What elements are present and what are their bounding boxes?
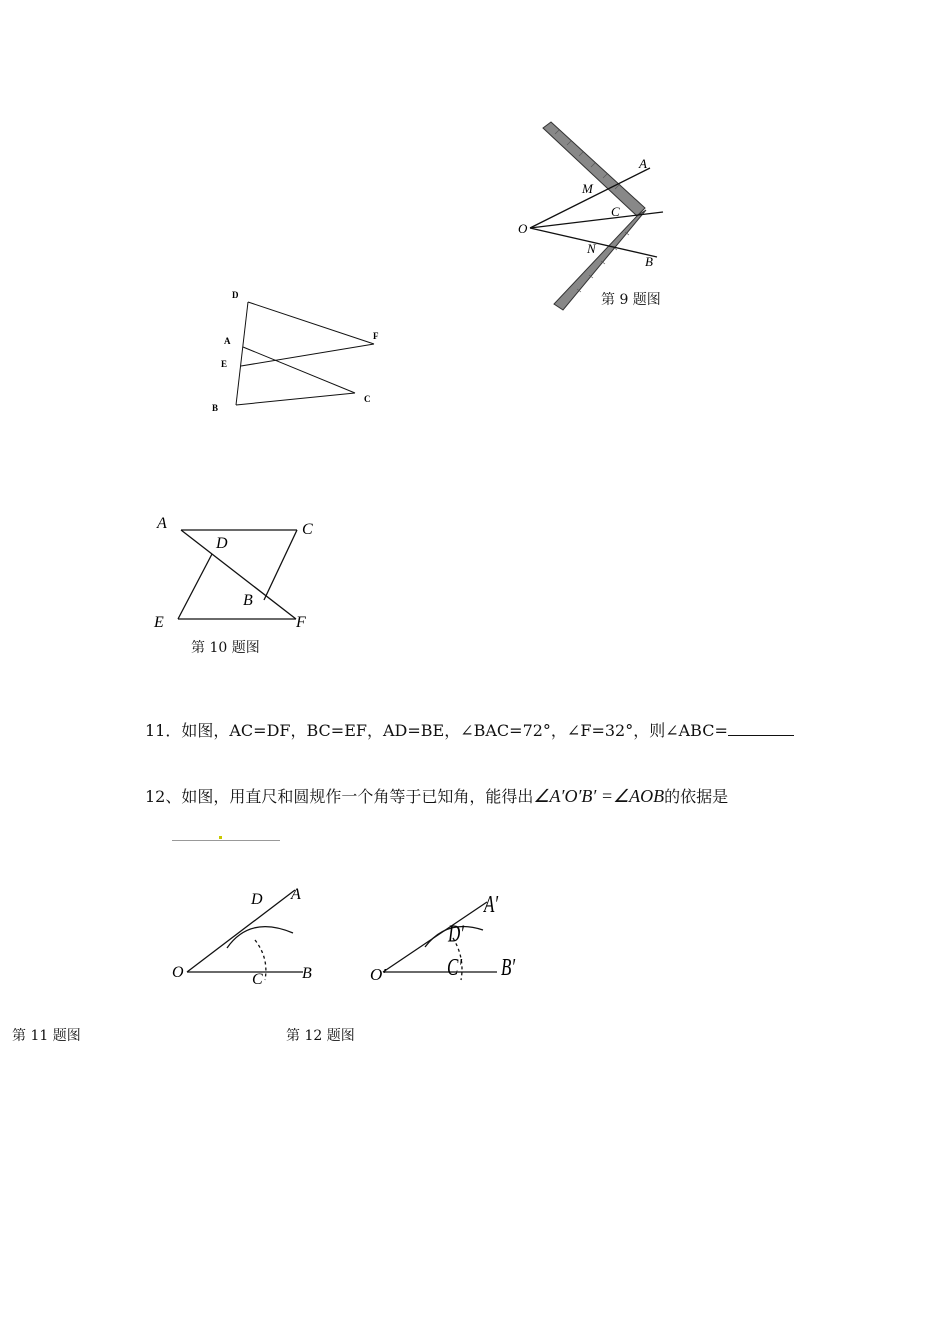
figure-triangles-def-abc	[205, 285, 385, 420]
label-B-prime: B′	[501, 955, 516, 981]
label-B: B	[645, 254, 653, 269]
question-11	[145, 718, 794, 741]
label-A-prime: A′	[484, 892, 499, 918]
arc-1	[227, 927, 293, 948]
question-12	[145, 784, 728, 807]
label-D: D	[232, 290, 239, 300]
figure-11-caption: 第 11 题图	[12, 1028, 81, 1044]
label-C: C	[611, 204, 620, 219]
label-A: A	[639, 156, 647, 171]
ray-OC	[530, 212, 663, 228]
label-C: C	[302, 521, 313, 538]
label-O: O	[518, 221, 528, 236]
label-C: C	[252, 971, 263, 988]
label-O: O	[172, 964, 184, 981]
label-C-prime: C′	[447, 955, 463, 981]
figure-9	[505, 120, 675, 315]
figure-10-caption: 第 10 题图	[191, 640, 260, 656]
ruler-upper	[543, 122, 645, 216]
label-F: F	[373, 331, 379, 341]
figure-10	[150, 510, 325, 635]
answer-blank-11[interactable]	[728, 721, 794, 736]
label-A: A	[157, 515, 167, 532]
question-11-text: 11．如图，AC=DF，BC=EF，AD=BE，∠BAC=72°，∠F=32°，则∠ABC=	[145, 721, 728, 740]
label-D: D	[251, 891, 263, 908]
figure-11	[165, 880, 325, 995]
answer-blank-12[interactable]	[172, 840, 280, 841]
figure-12	[365, 880, 530, 1020]
label-B: B	[212, 403, 219, 413]
label-F: F	[296, 614, 306, 631]
decorative-dot	[219, 836, 222, 839]
figure-12-caption: 第 12 题图	[286, 1028, 355, 1044]
figure-9-caption: 第 9 题图	[601, 292, 661, 308]
question-12-formula: ∠A′O′B′ =∠AOB	[533, 786, 665, 806]
label-N: N	[587, 241, 596, 256]
question-12-suffix: 的依据是	[664, 787, 729, 806]
label-B: B	[243, 592, 253, 609]
label-O-prime: O′	[370, 965, 386, 984]
label-E: E	[221, 359, 228, 369]
label-C: C	[364, 394, 371, 404]
label-D-prime: D′	[448, 922, 464, 948]
label-A: A	[224, 336, 231, 346]
label-A: A	[291, 886, 301, 903]
label-M: M	[582, 181, 593, 196]
label-B: B	[302, 965, 312, 982]
label-E: E	[154, 614, 164, 631]
label-D: D	[216, 535, 228, 552]
question-12-prefix: 12、如图，用直尺和圆规作一个角等于已知角，能得出	[145, 787, 534, 806]
